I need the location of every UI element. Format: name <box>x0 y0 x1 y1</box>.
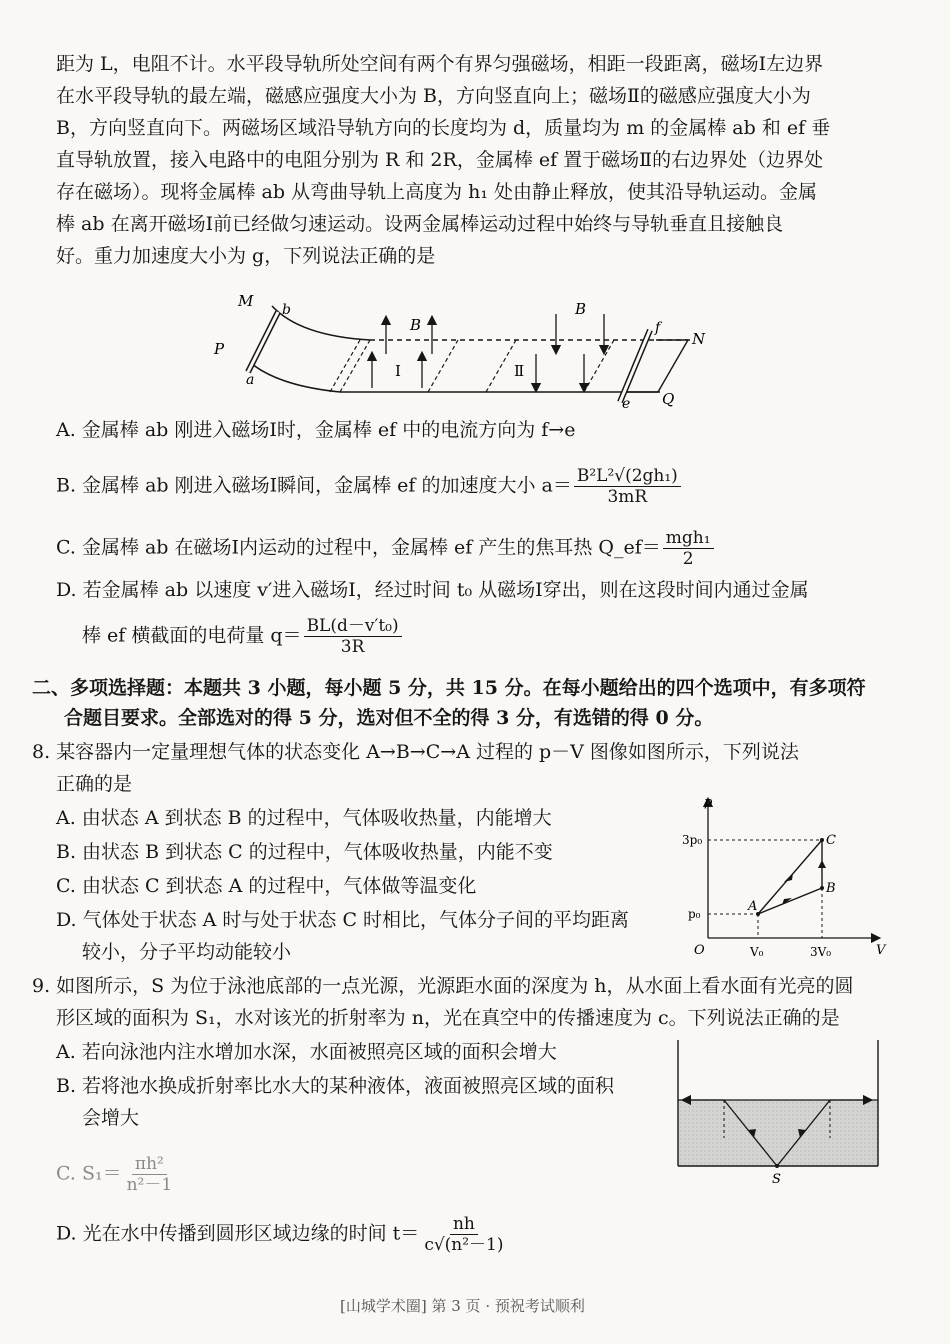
intro-line: 好。重力加速度大小为 g，下列说法正确的是 <box>56 245 436 267</box>
intro-line: 在水平段导轨的最左端，磁感应强度大小为 B，方向竖直向上；磁场Ⅱ的磁感应强度大小为 <box>56 85 811 107</box>
tick-p0: p₀ <box>688 907 701 921</box>
fraction-numerator: mgh₁ <box>663 528 714 549</box>
tick-V0: V₀ <box>750 945 764 959</box>
q9-stem-cont: 形区域的面积为 S₁，水对该光的折射率为 n，光在真空中的传播速度为 c。下列说法正确的是 <box>56 1007 840 1029</box>
pool-light-diagram <box>672 1038 884 1188</box>
q9-option-d-fraction <box>421 1214 506 1255</box>
fraction-numerator: πh² <box>132 1154 167 1175</box>
label-M: M <box>238 292 254 310</box>
q7-option-d-text: 棒 ef 横截面的电荷量 q＝ <box>82 624 302 647</box>
fraction-denominator: 3mR <box>607 487 648 507</box>
label-e: e <box>622 396 631 412</box>
q7-option-b-text: B. 金属棒 ab 刚进入磁场Ⅰ瞬间，金属棒 ef 的加速度大小 a＝ <box>56 474 572 497</box>
q8-stem-cont: 正确的是 <box>56 773 133 795</box>
q7-option-b-fraction <box>574 466 681 507</box>
label-II: Ⅱ <box>514 362 525 380</box>
intro-line: 棒 ab 在离开磁场Ⅰ前已经做匀速运动。设两金属棒运动过程中始终与导轨垂直且接触良 <box>56 213 784 235</box>
label-B-field1: B <box>410 316 422 334</box>
label-B-field2: B <box>575 300 587 318</box>
q7-option-c <box>56 528 716 569</box>
origin-O: O <box>694 943 705 958</box>
q9-option-c <box>56 1154 177 1195</box>
q8-option-b: B. 由状态 B 到状态 C 的过程中，气体吸收热量，内能不变 <box>56 841 553 863</box>
fraction-numerator: B²L²√(2gh₁) <box>574 466 681 487</box>
fraction-denominator: c√(n²－1) <box>424 1235 504 1255</box>
fraction-denominator: 2 <box>682 549 694 569</box>
q7-option-c-text: C. 金属棒 ab 在磁场Ⅰ内运动的过程中，金属棒 ef 产生的焦耳热 Q_ef＝ <box>56 536 661 559</box>
q9-option-b-cont: 会增大 <box>82 1107 140 1129</box>
intro-line: 距为 L，电阻不计。水平段导轨所处空间有两个有界匀强磁场，相距一段距离，磁场Ⅰ左边界 <box>56 53 824 75</box>
q7-option-a: A. 金属棒 ab 刚进入磁场Ⅰ时，金属棒 ef 中的电流方向为 f→e <box>56 419 576 441</box>
label-a: a <box>246 372 255 388</box>
axis-p: p <box>704 795 713 810</box>
label-f: f <box>655 320 661 336</box>
fraction-numerator: BL(d－v′t₀) <box>304 616 402 637</box>
label-P: P <box>214 340 225 358</box>
q9-option-d <box>56 1214 509 1255</box>
intro-line: B，方向竖直向下。两磁场区域沿导轨方向的长度均为 d，质量均为 m 的金属棒 ab 和 ef 垂 <box>56 117 831 139</box>
q8-option-d: D. 气体处于状态 A 时与处于状态 C 时相比，气体分子间的平均距离 <box>56 909 630 931</box>
section-2-heading: 二、多项选择题：本题共 3 小题，每小题 5 分，共 15 分。在每小题给出的四个选项中，有多项符 <box>32 677 866 699</box>
q7-option-d-line2 <box>82 616 404 657</box>
q8-option-d-cont: 较小，分子平均动能较小 <box>82 941 292 963</box>
q9-option-d-text: D. 光在水中传播到圆形区域边缘的时间 t＝ <box>56 1222 420 1245</box>
tick-3V0: 3V₀ <box>810 945 832 959</box>
intro-line: 直导轨放置，接入电路中的电阻分别为 R 和 2R，金属棒 ef 置于磁场Ⅱ的右边界处（边界处 <box>56 149 824 171</box>
label-b: b <box>282 302 291 318</box>
point-C: C <box>826 833 836 848</box>
q9-option-b: B. 若将池水换成折射率比水大的某种液体，液面被照亮区域的面积 <box>56 1075 615 1097</box>
pv-graph <box>680 790 890 968</box>
label-S: S <box>772 1172 781 1187</box>
axis-V: V <box>876 943 886 958</box>
tick-3p0: 3p₀ <box>682 833 703 847</box>
metal-bar-ab <box>248 312 278 372</box>
label-N: N <box>692 330 706 348</box>
q7-option-b <box>56 466 683 507</box>
fraction-denominator: 3R <box>340 637 365 657</box>
q7-option-d-fraction <box>304 616 402 657</box>
point-A: A <box>748 899 758 914</box>
intro-line: 存在磁场）。现将金属棒 ab 从弯曲导轨上高度为 h₁ 处由静止释放，使其沿导轨运动。金属 <box>56 181 818 203</box>
label-Q: Q <box>662 390 675 408</box>
q8-stem: 8. 某容器内一定量理想气体的状态变化 A→B→C→A 过程的 p－V 图像如图所示，下列说法 <box>32 741 799 763</box>
q9-stem: 9. 如图所示，S 为位于泳池底部的一点光源，光源距水面的深度为 h，从水面上看水面有光亮的圆 <box>32 975 854 997</box>
q8-option-a: A. 由状态 A 到状态 B 的过程中，气体吸收热量，内能增大 <box>56 807 552 829</box>
page-footer: [山城学术圈] 第 3 页 · 预祝考试顺利 <box>340 1297 585 1315</box>
label-I: Ⅰ <box>395 362 401 380</box>
point-B: B <box>826 881 836 896</box>
q7-option-d-line1: D. 若金属棒 ab 以速度 v′进入磁场Ⅰ，经过时间 t₀ 从磁场Ⅰ穿出，则在这段时间内通过金属 <box>56 579 809 601</box>
fraction-denominator: n²－1 <box>126 1175 173 1195</box>
q9-option-c-text: C. S₁＝ <box>56 1162 122 1185</box>
q9-option-a: A. 若向泳池内注水增加水深，水面被照亮区域的面积会增大 <box>56 1041 557 1063</box>
q7-option-c-fraction <box>663 528 714 569</box>
q8-option-c: C. 由状态 C 到状态 A 的过程中，气体做等温变化 <box>56 875 477 897</box>
section-2-heading-cont: 合题目要求。全部选对的得 5 分，选对但不全的得 3 分，有选错的得 0 分。 <box>64 707 714 729</box>
q9-option-c-fraction <box>124 1154 176 1195</box>
rail-magnetic-field-diagram <box>200 284 720 412</box>
fraction-numerator: nh <box>450 1214 478 1235</box>
